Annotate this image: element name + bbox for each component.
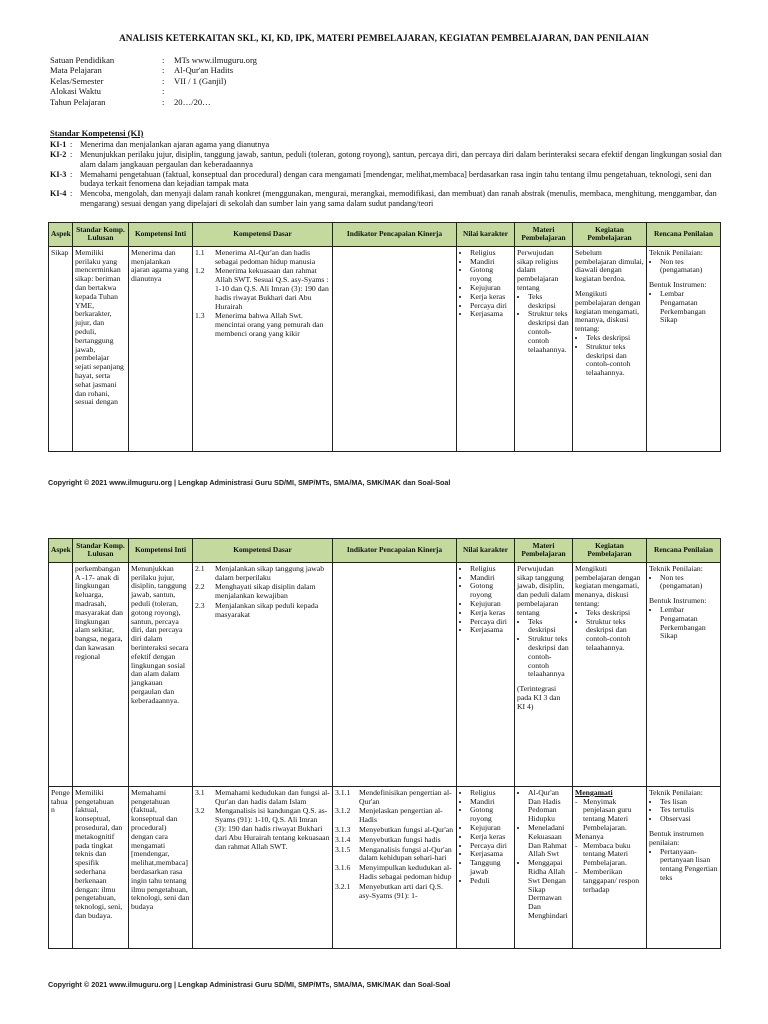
kegiatan-item: • Teks deskripsi: [586, 609, 644, 618]
skl-cell: perkembangan A -17- anak di lingkungan keluarga, madrasah, masyarakat dan lingkungan alam sekitar, bangsa, negara, dan kawasan regional: [73, 562, 129, 786]
identity-label: Satuan Pendidikan: [50, 55, 115, 65]
kd-cell: [193, 786, 333, 948]
identity-value: VII / 1 (Ganjil): [174, 75, 227, 86]
ipk-item: [335, 846, 454, 864]
page-footer: Copyright © 2021 www.ilmuguru.org | Lengkap Administrasi Guru SD/MI, SMP/MTs, SMA/MA, SMK/MAK dan Soal-Soal: [48, 980, 451, 989]
identity-colon: :: [162, 55, 165, 65]
header-cell: Kompetensi Dasar: [193, 539, 333, 563]
header-cell: Kegiatan Pembelajaran: [573, 223, 647, 247]
identity-row: [50, 86, 257, 96]
ipk-item: [335, 826, 454, 835]
kd-text: Menganalisis isi kandungan Q.S. as-Syams (91): 1-10, Q.S. Ali Imran (3): 190 dan hadis riwayat Bukhari dari Abu Hurairah tentang kekuasaan dan rahmat Allah SWT.: [215, 806, 330, 851]
nilai-item: • Tanggung jawab: [470, 859, 512, 877]
nilai-item: • Kejujuran: [470, 600, 512, 609]
kd-number: 3.2: [195, 806, 205, 816]
table-row: [49, 786, 721, 948]
identity-value: 20…/20…: [174, 96, 211, 107]
kd-item: [195, 583, 330, 601]
nilai-item: • Kerja keras: [470, 293, 512, 302]
kd-number: 2.3: [195, 601, 205, 610]
penilaian-item: • Non tes (pengamatan): [660, 258, 718, 276]
materi-cell: [515, 786, 573, 948]
ipk-text: Menjelaskan pengertian al-Hadis: [359, 806, 443, 825]
ipk-text: Menyebutkan fungsi al-Qur'an: [359, 825, 454, 834]
document-title: ANALISIS KETERKAITAN SKL, KI, KD, IPK, MATERI PEMBELAJARAN, KEGIATAN PEMBELAJARAN, DAN PENILAIAN: [119, 33, 649, 43]
identity-row: [50, 55, 257, 65]
nilai-cell: [457, 786, 515, 948]
kd-cell: [193, 562, 333, 786]
nilai-item: • Religius: [470, 249, 512, 258]
ki-heading: Standar Kompetensi (KI): [50, 128, 144, 138]
identity-label: Alokasi Waktu: [50, 86, 101, 97]
kegiatan-text: Memberikan tanggapan/ respon terhadap: [583, 866, 640, 894]
document-page-1: [0, 0, 768, 500]
materi-cell: [515, 246, 573, 451]
kd-number: 3.1: [195, 787, 205, 797]
kegiatan-text: Mengikuti pembelajaran dengan kegiatan mengamati, menanya, diskusi tentang:: [575, 563, 641, 608]
header-cell: Indikator Pencapaian Kinerja: [333, 539, 457, 563]
nilai-item: • Peduli: [470, 877, 512, 886]
ki-text: Mencoba, mengolah, dan menyaji dalam ranah konkret (menggunakan, mengurai, merangkai, memodifikasi, dan membuat) dan ranah abstrak (menulis, membaca, menghitung, menggambar, dan mengarang) sesuai dengan yang dipelajari di sekolah dan sumber lain yang sama dalam sudut pandang/teori: [80, 189, 717, 208]
nilai-item: • Kerja keras: [470, 609, 512, 618]
document-page-2: [0, 500, 768, 1024]
skl-cell: Memiliki perilaku yang mencerminkan sikap: beriman dan bertakwa kepada Tuhan YME, berkarakter, jujur, dan peduli, bertanggung jawab, pembelajar sejati sepanjang hayat, serta sehat jasmani dan rohani, sesuai dengan: [73, 246, 129, 451]
ipk-text: Mendefinisikan pengertian al-Qur'an: [359, 787, 452, 806]
aspek-cell: Pengetahuan: [49, 786, 73, 948]
ki-cell: Menerima dan menjalankan ajaran agama yang dianutnya: [129, 246, 193, 451]
penilaian-label: Bentuk instrumen penilaian:: [649, 829, 704, 847]
materi-item: • Meneladani Kekuasaan Dan Rahmat Allah Swt: [528, 824, 570, 859]
materi-item: • Struktur teks deskripsi dan contoh-contoh telaahannya: [528, 635, 570, 679]
nilai-item: • Kejujuran: [470, 824, 512, 833]
identity-label: Kelas/Semester: [50, 75, 104, 86]
kegiatan-cell: [573, 246, 647, 451]
identity-value: Al-Qur'an Hadits: [174, 65, 234, 76]
penilaian-label: Teknik Penilaian:: [649, 247, 703, 257]
ipk-item: [335, 864, 454, 882]
nilai-item: • Mandiri: [470, 574, 512, 583]
penilaian-label: Teknik Penilaian:: [649, 787, 703, 797]
nilai-item: • Mandiri: [470, 258, 512, 267]
identity-row: [50, 76, 257, 86]
header-cell: Kompetensi Inti: [129, 223, 193, 247]
ki-colon: :: [70, 189, 73, 199]
kegiatan-text: Menyimak penjelasan guru tentang Materi Pembelajaran.: [583, 796, 632, 832]
nilai-item: • Gotong royong: [470, 806, 512, 824]
materi-intro: Perwujudan sikap tanggung jawab, disiplin, dan peduli dalam pembelajaran tentang: [517, 563, 570, 617]
kd-text: Menjalankan sikap peduli kepada masyarakat: [215, 601, 319, 619]
ipk-text: Menyimpulkan kedudukan al-Hadis sebagai pedoman hidup: [359, 863, 452, 881]
header-cell: Indikator Pencapaian Kinerja: [333, 223, 457, 247]
kd-text: Menerima kekuasaan dan rahmat Allah SWT. Sesuai Q.S. asy-Syams : 1-10 dan Q.S. Ali Imran (3): 190 dan hadis riwayat Bukhari dari Abu Hurairah: [215, 266, 329, 311]
ki-colon: :: [70, 169, 73, 179]
penilaian-item: • Tes lisan: [660, 798, 718, 807]
nilai-item: • Percaya diri: [470, 618, 512, 627]
header-cell: Rencana Penilaian: [647, 223, 721, 247]
identity-row: [50, 97, 257, 107]
ipk-item: [335, 836, 454, 845]
kegiatan-item: • Teks deskripsi: [586, 334, 644, 343]
skl-cell: Memiliki pengetahuan faktual, konseptual, prosedural, dan metakognitif pada tingkat teknis dan spesifik sederhana berkenaan dengan: ilmu pengetahuan, teknologi, seni, dan budaya.: [73, 786, 129, 948]
ki-item: [50, 140, 730, 150]
kegiatan-text: Mengikuti pembelajaran dengan kegiatan mengamati, menanya, diskusi tentang:: [575, 289, 641, 334]
ki-cell: Menunjukkan perilaku jujur, disiplin, tanggung jawab, santun, peduli (toleran, gotong royong), santun, percaya diri, dan percaya diri dalam berinteraksi secara efektif dengan lingkungan sosial dan alam dalam jangkauan pergaulan dan keberadaannya.: [129, 562, 193, 786]
penilaian-item: • Observasi: [660, 815, 718, 824]
aspek-cell: [49, 562, 73, 786]
kd-item: [195, 602, 330, 620]
header-cell: Rencana Penilaian: [647, 539, 721, 563]
materi-cell: [515, 562, 573, 786]
nilai-item: • Percaya diri: [470, 842, 512, 851]
identity-colon: :: [162, 75, 165, 86]
ipk-item: [335, 807, 454, 825]
ki-code: KI-1: [50, 140, 67, 149]
ki-colon: :: [70, 149, 73, 159]
ki-cell: Memahami pengetahuan (faktual, konseptual dan procedural) dengan cara mengamati [mendengar, melihat,membaca] berdasarkan rasa ingin tahu tentang ilmu pengetahuan, teknologi, seni dan budaya: [129, 786, 193, 948]
materi-note: (Terintegrasi pada KI 3 dan KI 4): [517, 684, 561, 711]
nilai-item: • Gotong royong: [470, 266, 512, 284]
identity-colon: :: [162, 96, 165, 107]
ki-code: KI-3: [50, 169, 67, 179]
kegiatan-item: • Struktur teks deskripsi dan contoh-contoh telaahannya.: [586, 618, 644, 653]
materi-item: • Struktur teks deskripsi dan contoh-contoh telaahannya.: [528, 310, 570, 354]
ipk-number: 3.1.4: [335, 834, 351, 844]
header-cell: Nilai karakter: [457, 539, 515, 563]
ki-item: [50, 170, 730, 189]
table-header-row: [49, 539, 721, 563]
kd-item: [195, 249, 330, 267]
nilai-item: • Religius: [470, 565, 512, 574]
ipk-cell: [333, 246, 457, 451]
nilai-item: • Gotong royong: [470, 582, 512, 600]
ki-text: Menunjukkan perilaku jujur, disiplin, tanggung jawab, santun, peduli (toleran, gotong royong), santun, percaya diri, dan percaya diri dalam berinteraksi secara efektif dengan lingkungan sosial dan alam dalam jangkauan pergaulan dan keberadaannya: [80, 149, 722, 169]
kd-text: Menjalankan sikap tanggung jawab dalam berperilaku: [215, 563, 325, 582]
header-cell: Standar Komp. Lulusan: [73, 223, 129, 247]
page-footer: Copyright © 2021 www.ilmuguru.org | Lengkap Administrasi Guru SD/MI, SMP/MTs, SMA/MA, SMK/MAK dan Soal-Soal: [48, 478, 451, 487]
kd-item: [195, 807, 330, 851]
kd-number: 1.2: [195, 266, 205, 276]
kd-text: Menerima Al-Qur'an dan hadis sebagai pedoman hidup manusia: [215, 247, 316, 266]
ki-text: Memahami pengetahuan (faktual, konseptual dan procedural) dengan cara mengamati [mendengar, melihat,membaca] berdasarkan rasa ingin tahu tentang ilmu pengetahuan, teknologi, seni dan budaya terkait fenomena dan kejadian tampak mata: [80, 169, 712, 189]
nilai-item: • Mandiri: [470, 798, 512, 807]
kd-number: 2.2: [195, 582, 205, 592]
ipk-number: 3.1.3: [335, 825, 351, 834]
identity-value: MTs www.ilmuguru.org: [174, 55, 257, 65]
kegiatan-heading: Menanya: [575, 831, 604, 841]
identity-label: Tahun Pelajaran: [50, 96, 106, 107]
materi-item: • Teks deskripsi: [528, 293, 570, 311]
ipk-text: Menyebutkan fungsi hadis: [359, 834, 441, 844]
ipk-text: Menganalisis fungsi al-Qur'an dalam kehidupan sehari-hari: [359, 844, 452, 863]
kd-cell: [193, 246, 333, 451]
ki-list: [50, 140, 730, 209]
penilaian-item: • Lembar Pengamatan Perkembangan Sikap: [660, 290, 718, 325]
ki-code: KI-4: [50, 189, 67, 199]
header-cell: Materi Pembelajaran: [515, 223, 573, 247]
competency-table: [48, 538, 721, 949]
header-cell: Kompetensi Dasar: [193, 223, 333, 247]
kd-text: Menghayati sikap disiplin dalam menjalankan kewajiban: [215, 582, 316, 601]
kegiatan-text: Membaca buku tentang Materi Pembelajaran.: [583, 840, 631, 868]
penilaian-item: • Lembar Pengamatan Perkembangan Sikap: [660, 606, 718, 641]
header-cell: Nilai karakter: [457, 223, 515, 247]
penilaian-cell: [647, 562, 721, 786]
header-cell: Kegiatan Pembelajaran: [573, 539, 647, 563]
kd-number: 1.1: [195, 247, 205, 257]
identity-colon: :: [162, 65, 165, 76]
ki-item: [50, 150, 730, 169]
materi-item: • Al-Qur'an Dan Hadis Pedoman Hidupku: [528, 789, 570, 824]
nilai-item: • Kerjasama: [470, 626, 512, 635]
kegiatan-cell: [573, 786, 647, 948]
ipk-number: 3.1.2: [335, 806, 351, 816]
aspek-cell: Sikap: [49, 246, 73, 451]
table-header-row: [49, 223, 721, 247]
nilai-item: • Religius: [470, 789, 512, 798]
ipk-number: 3.2.1: [335, 881, 351, 891]
kegiatan-heading: Mengamati: [575, 787, 613, 797]
kd-item: [195, 267, 330, 311]
penilaian-item: • Pertanyaan-pertanyaan lisan tentang Pengertian teks: [660, 848, 718, 883]
header-cell: Materi Pembelajaran: [515, 539, 573, 563]
header-cell: Standar Komp. Lulusan: [73, 539, 129, 563]
kd-item: [195, 789, 330, 807]
kd-item: [195, 565, 330, 583]
identity-block: [50, 55, 257, 107]
ipk-number: 3.1.1: [335, 787, 351, 797]
ipk-cell: [333, 562, 457, 786]
header-cell: Aspek: [49, 539, 73, 563]
ipk-item: [335, 883, 454, 901]
ki-colon: :: [70, 140, 73, 149]
kegiatan-cell: [573, 562, 647, 786]
kd-item: [195, 312, 330, 338]
kegiatan-dash-item: - Memberikan tanggapan/ respon terhadap: [575, 868, 644, 894]
header-cell: Aspek: [49, 223, 73, 247]
kd-number: 1.3: [195, 311, 205, 321]
ipk-cell: [333, 786, 457, 948]
ipk-number: 3.1.6: [335, 863, 351, 873]
identity-label: Mata Pelajaran: [50, 65, 102, 76]
nilai-item: • Kerja keras: [470, 833, 512, 842]
penilaian-cell: [647, 786, 721, 948]
ipk-number: 3.1.5: [335, 844, 351, 854]
penilaian-cell: [647, 246, 721, 451]
kd-text: Menerima bahwa Allah Swt. mencintai orang yang pemurah dan membenci orang yang kikir: [215, 311, 324, 338]
penilaian-label: Teknik Penilaian:: [649, 563, 703, 573]
kegiatan-text: Sebelum pembelajaran dimulai, diawali dengan kegiatan berdoa.: [575, 247, 644, 284]
ki-text: Menerima dan menjalankan ajaran agama yang dianutnya: [80, 140, 270, 149]
materi-item: • Teks deskripsi: [528, 618, 570, 636]
kegiatan-item: • Struktur teks deskripsi dan contoh-contoh telaahannya.: [586, 343, 644, 378]
nilai-cell: [457, 562, 515, 786]
ki-item: [50, 189, 730, 208]
penilaian-label: Bentuk Instrumen:: [649, 596, 707, 606]
header-cell: Kompetensi Inti: [129, 539, 193, 563]
penilaian-item: • Non tes (pengamatan): [660, 574, 718, 592]
ki-code: KI-2: [50, 149, 67, 159]
identity-row: [50, 65, 257, 75]
kegiatan-dash-item: - Menyimak penjelasan guru tentang Materi Pembelajaran.: [575, 798, 644, 833]
kd-text: Memahami kedudukan dan fungsi al-Qur'an dan hadis dalam Islam: [215, 787, 330, 806]
ipk-item: [335, 789, 454, 807]
materi-intro: Perwujudan sikap religius dalam pembelajaran tentang: [517, 247, 559, 292]
ipk-text: Menyebutkan arti dari Q.S. asy-Syams (91): 1-: [359, 881, 443, 900]
penilaian-item: • Tes tertulis: [660, 806, 718, 815]
kegiatan-dash-item: - Membaca buku tentang Materi Pembelajaran.: [575, 842, 644, 868]
nilai-item: • Kejujuran: [470, 284, 512, 293]
competency-table: [48, 222, 721, 452]
nilai-cell: [457, 246, 515, 451]
nilai-item: • Kerjasama: [470, 850, 512, 859]
nilai-item: • Kerjasama: [470, 310, 512, 319]
table-row: [49, 246, 721, 451]
penilaian-label: Bentuk Instrumen:: [649, 280, 707, 290]
identity-colon: :: [162, 86, 165, 97]
nilai-item: • Percaya diri: [470, 302, 512, 311]
kd-number: 2.1: [195, 563, 205, 573]
materi-item: • Menggapai Ridha Allah Swt Dengan Sikap Dermawan Dan Menghindari: [528, 859, 570, 921]
table-row: [49, 562, 721, 786]
